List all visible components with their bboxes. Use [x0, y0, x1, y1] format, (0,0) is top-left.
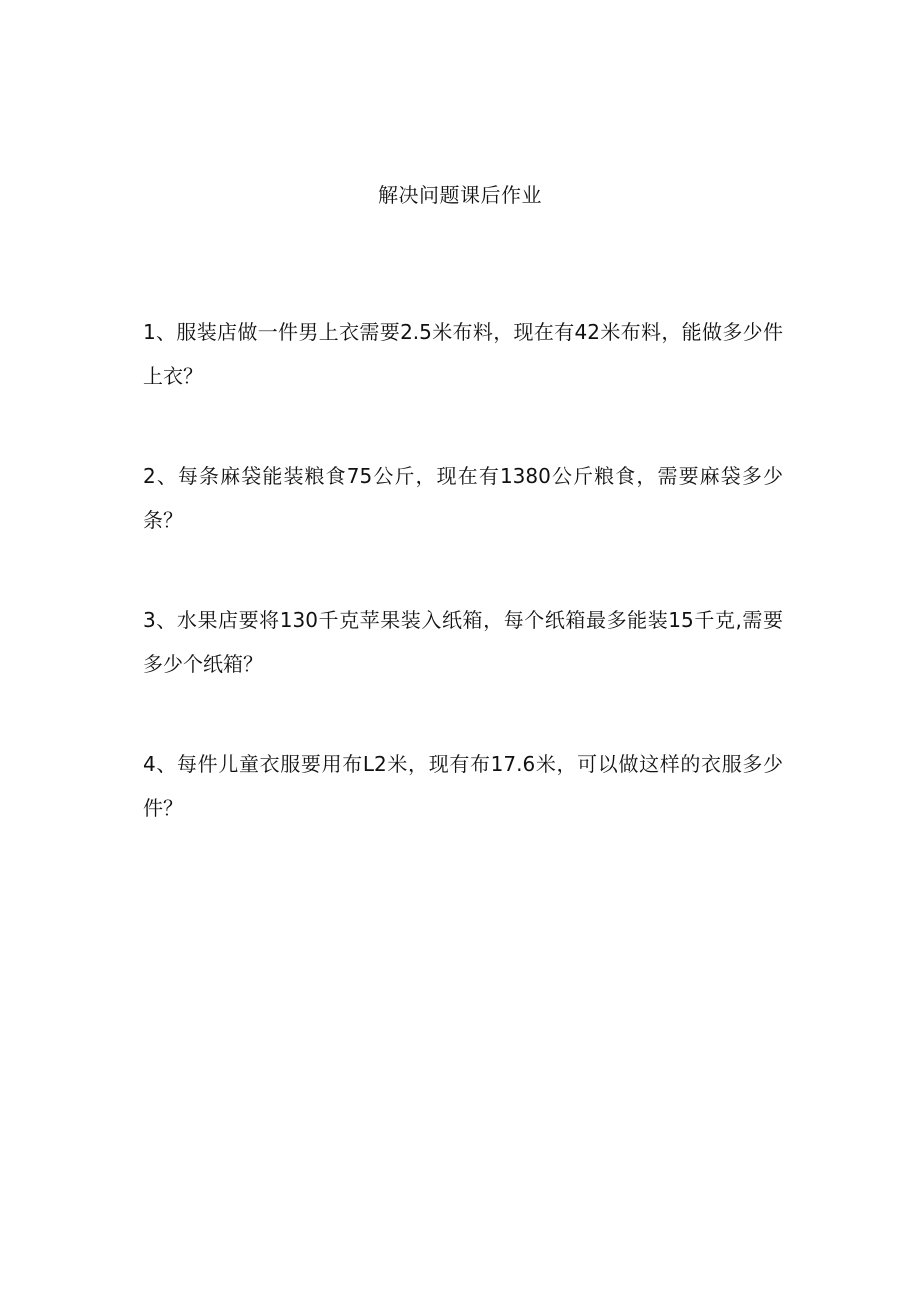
page-title: 解决问题课后作业	[378, 183, 542, 207]
question-4: 4、每件儿童衣服要用布L2米，现有布17.6米，可以做这样的衣服多少件？	[143, 752, 783, 820]
question-2: 2、每条麻袋能装粮食75公斤，现在有1380公斤粮食，需要麻袋多少条？	[143, 464, 783, 532]
question-1: 1、服装店做一件男上衣需要2.5米布料，现在有42米布料，能做多少件上衣？	[143, 320, 783, 388]
question-3: 3、水果店要将130千克苹果装入纸箱，每个纸箱最多能装15千克,需要多少个纸箱？	[143, 608, 783, 676]
